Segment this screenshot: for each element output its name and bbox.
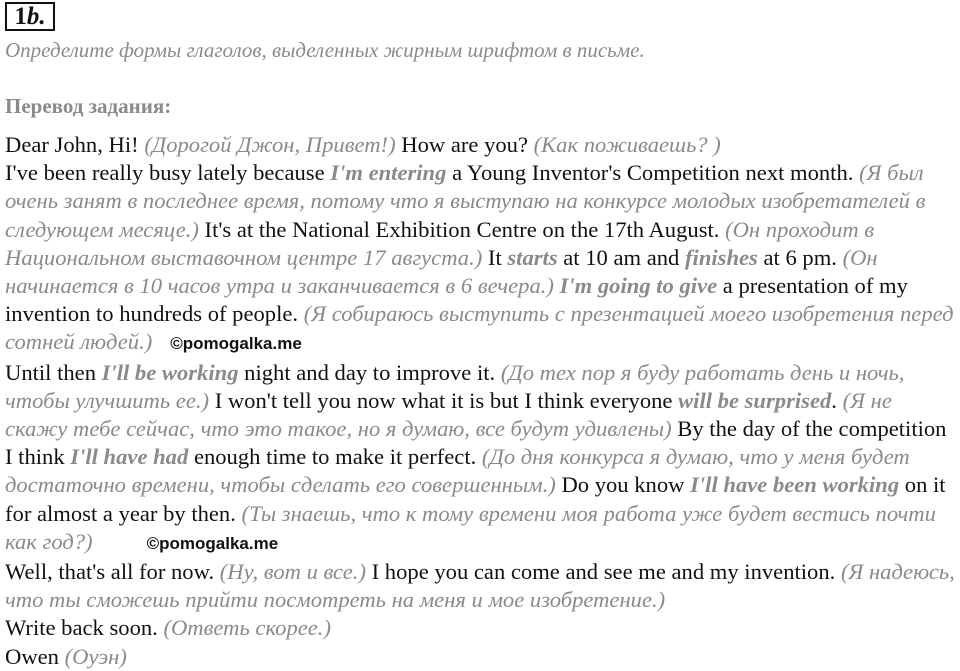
letter-closing: [5, 614, 955, 642]
translation-heading: Перевод задания:: [5, 94, 172, 118]
exercise-number-badge: [5, 2, 55, 31]
highlighted-verb: starts: [507, 244, 558, 270]
exercise-number: 1: [14, 3, 27, 30]
russian-translation: (Оуэн): [64, 643, 127, 669]
russian-translation: (Дорогой Джон, Привет!): [144, 132, 396, 157]
russian-translation: (Ответь скорее.): [163, 615, 331, 641]
english-text: a presentation of my invention to hundreds of people.: [5, 273, 908, 327]
watermark: ©pomogalka.me: [146, 533, 279, 553]
english-text: I hope you can come and see me and my invention.: [371, 559, 836, 585]
english-text: How are you?: [401, 132, 528, 157]
highlighted-verb: finishes: [685, 244, 758, 270]
russian-translation: (Я собираюсь выступить с презентацией моего изобретения перед сотней людей.): [5, 301, 954, 355]
letter-body: [5, 131, 955, 671]
english-text: I won't tell you now what it is but I think everyone: [214, 387, 673, 413]
russian-translation: (Ну, вот и все.): [219, 559, 366, 585]
highlighted-verb: I'm entering: [330, 160, 447, 186]
highlighted-verb: I'll have had: [70, 444, 189, 470]
letter-paragraph: [5, 558, 955, 614]
english-text: a Young Inventor's Competition next month.: [452, 160, 854, 186]
english-text: Until then: [5, 359, 96, 385]
watermark: ©pomogalka.me: [170, 334, 302, 354]
english-text: Dear John, Hi!: [5, 132, 139, 157]
exercise-letter: b.: [26, 3, 46, 30]
russian-translation: (Я надеюсь, что ты сможешь прийти посмотреть на меня и мое изобретение.): [5, 559, 955, 613]
english-text: It: [487, 244, 502, 270]
english-text: Well, that's all for now.: [5, 559, 215, 585]
english-text: .: [831, 387, 837, 413]
russian-translation: (Я был очень занят в последнее время, потому что я выступаю на конкурсе молодых изобретателей в следующем месяце.): [5, 160, 926, 242]
task-instruction: Определите формы глаголов, выделенных жирным шрифтом в письме.: [5, 38, 645, 62]
english-text: It's at the National Exhibition Centre on the 17th August.: [204, 216, 720, 242]
letter-greeting: [5, 131, 955, 159]
english-text: at 6 pm.: [763, 244, 837, 270]
russian-translation: (Он начинается в 10 часов утра и заканчивается в 6 вечера.): [5, 244, 878, 299]
english-text: I've been really busy lately because: [5, 160, 325, 186]
highlighted-verb: I'll have been working: [690, 472, 900, 498]
russian-translation: (Как поживаешь? ): [533, 132, 721, 157]
highlighted-verb: will be surprised: [678, 387, 832, 413]
exercise-page: [5, 0, 957, 671]
letter-paragraph: [5, 359, 955, 558]
letter-paragraph: [5, 159, 955, 358]
russian-translation: (Ты знаешь, что к тому времени моя работа уже будет вестись почти как год?): [5, 500, 936, 554]
russian-translation: (Он проходит в Национальном выставочном центре 17 августа.): [5, 216, 875, 270]
highlighted-verb: I'll be working: [101, 359, 239, 385]
english-text: on it for almost a year by then.: [5, 472, 946, 526]
english-text: Owen: [5, 643, 59, 669]
letter-signature: [5, 643, 955, 671]
russian-translation: (До тех пор я буду работать день и ночь, чтобы улучшить ее.): [5, 359, 905, 413]
english-text: Write back soon.: [5, 615, 158, 641]
english-text: night and day to improve it.: [244, 359, 496, 385]
english-text: By the day of the competition I think: [5, 416, 947, 470]
english-text: at 10 am and: [563, 244, 680, 270]
russian-translation: (До дня конкурса я думаю, что у меня будет достаточно времени, чтобы сделать его совершенным.): [5, 444, 910, 498]
english-text: enough time to make it perfect.: [193, 444, 477, 470]
english-text: Do you know: [561, 472, 685, 498]
russian-translation: (Я не скажу тебе сейчас, что это такое, но я думаю, все будут удивлены): [5, 387, 892, 442]
highlighted-verb: I'm going to give: [559, 273, 718, 299]
